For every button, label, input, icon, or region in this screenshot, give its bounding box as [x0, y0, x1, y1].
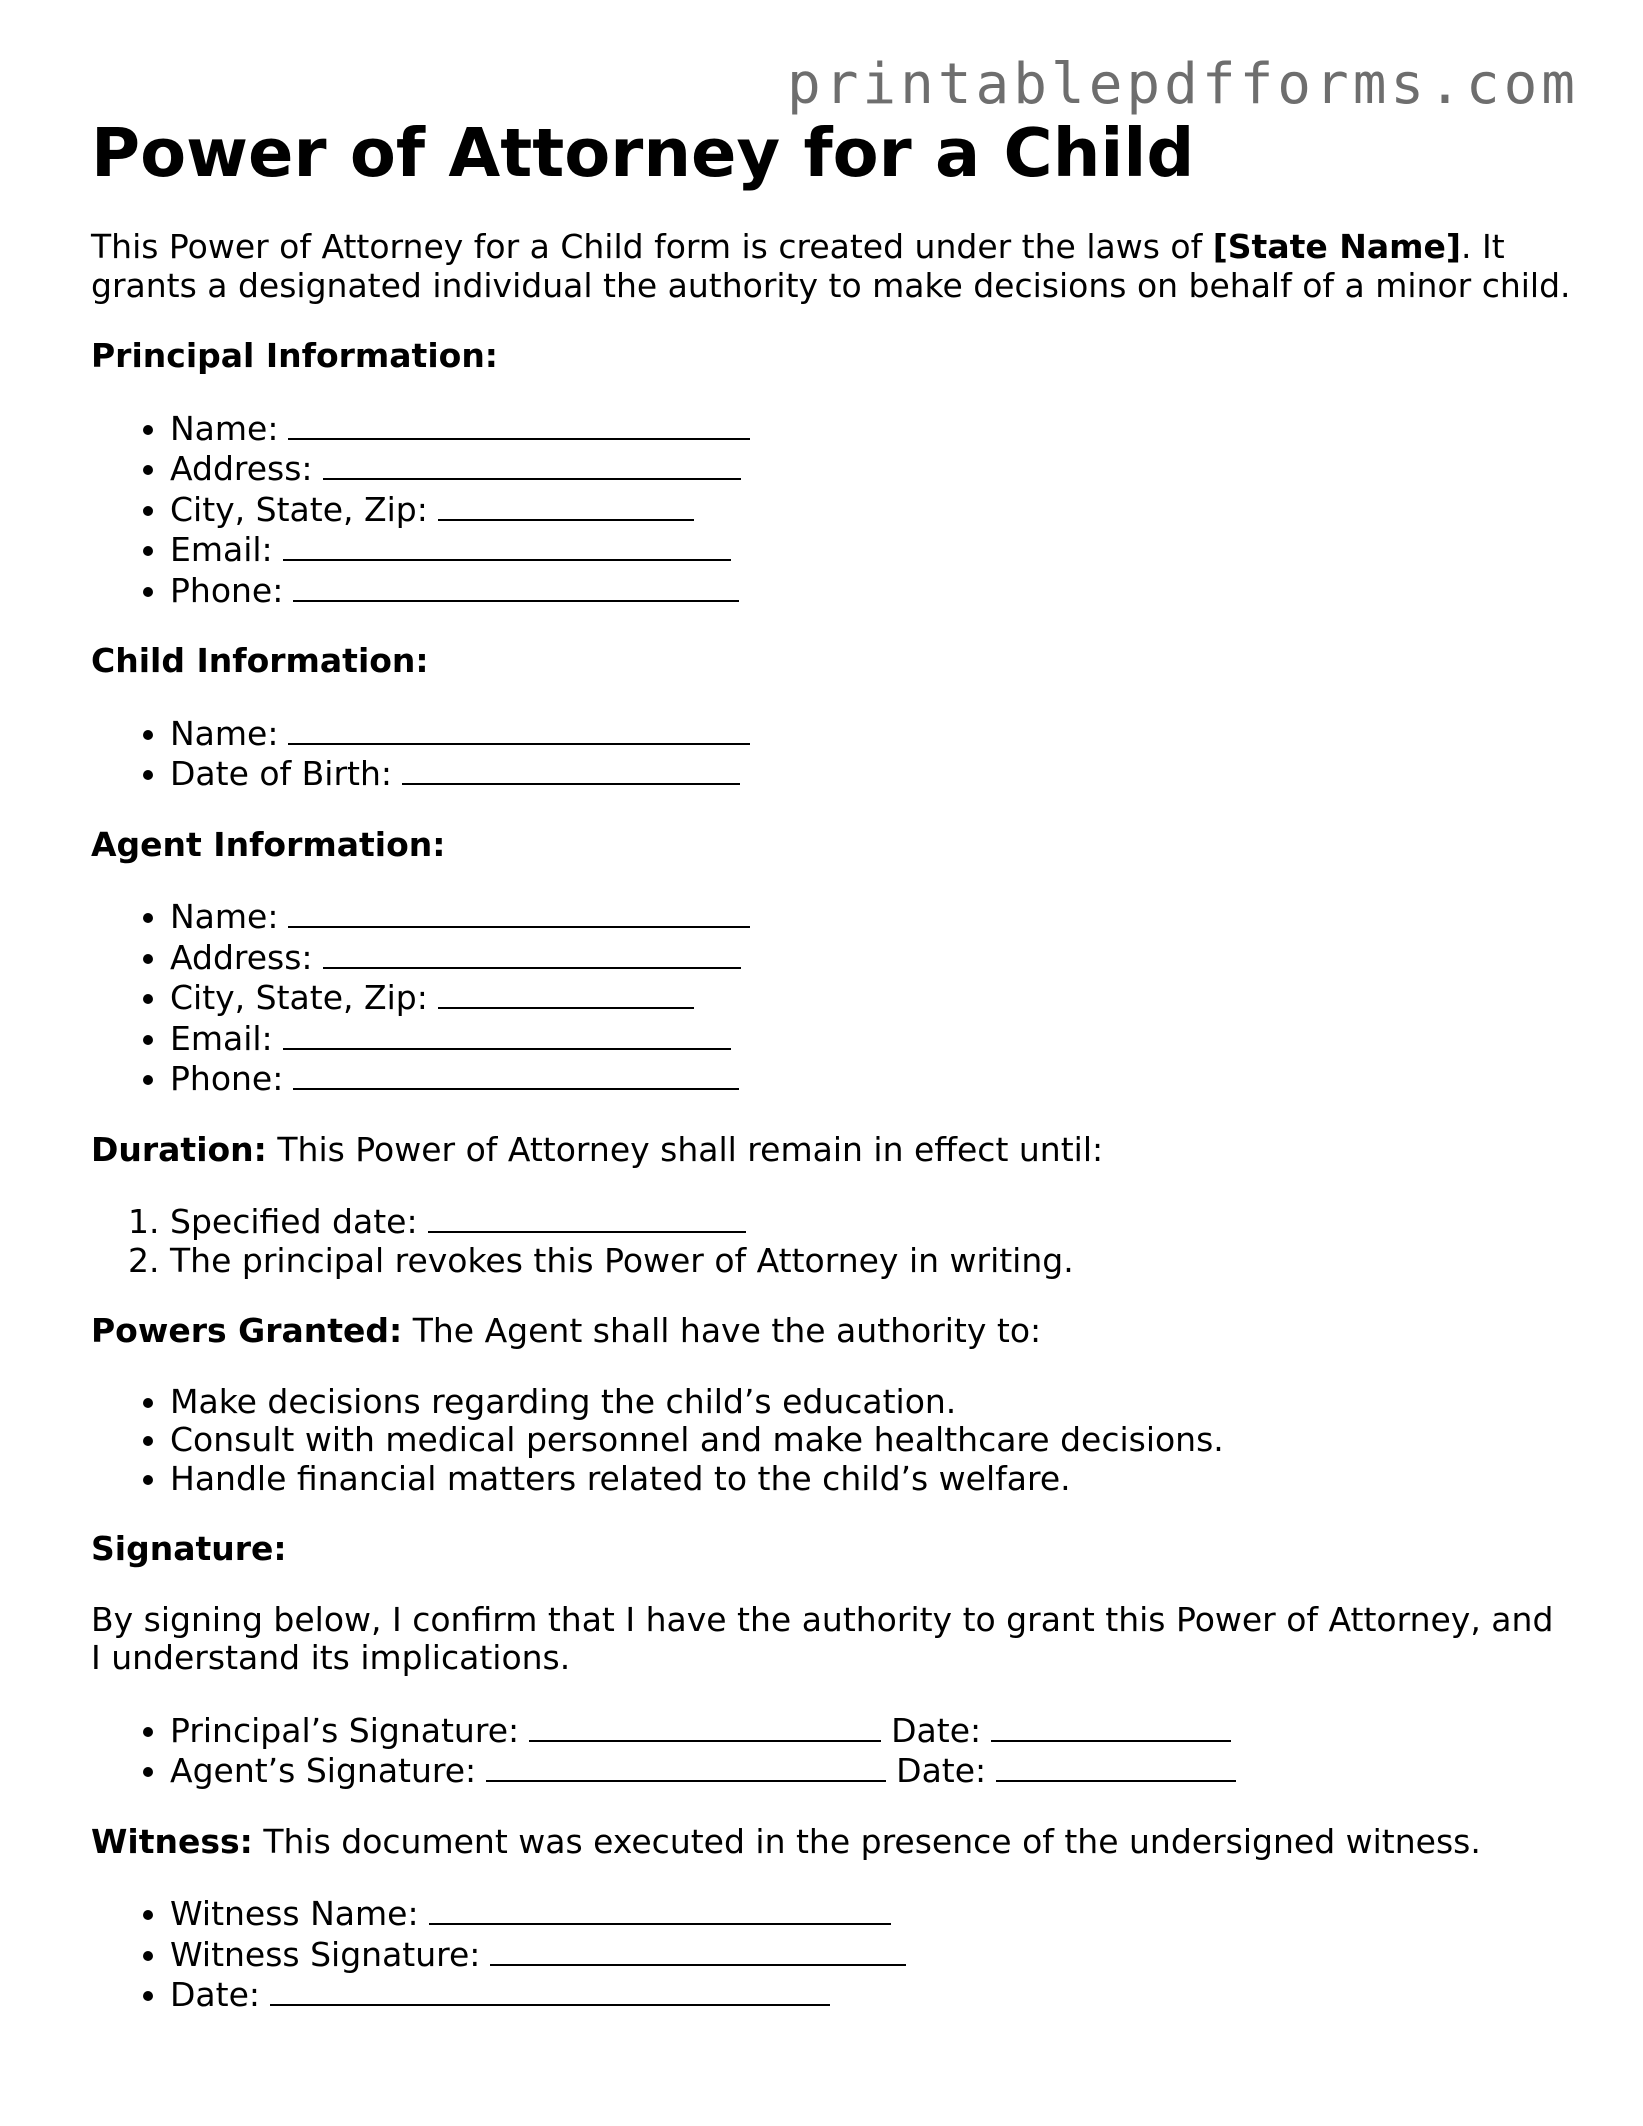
principal-city-label: City, State, Zip:: [170, 489, 428, 529]
witness-signature-field[interactable]: [490, 1934, 906, 1966]
agent-address-item: [170, 937, 1571, 978]
duration-options: [91, 1201, 1571, 1280]
principal-phone-item: [170, 570, 1571, 611]
intro-text-after: . It grants a designated individual the authority to make decisions on behalf of a minor child.: [91, 227, 1571, 305]
principal-email-label: Email:: [170, 530, 273, 569]
principal-name-item: [170, 408, 1571, 449]
agent-email-item: [170, 1018, 1571, 1059]
child-dob-label: Date of Birth:: [170, 754, 393, 793]
intro-text-before: This Power of Attorney for a Child form is created under the laws of: [91, 227, 1213, 266]
agent-signature-label: Agent’s Signature:: [170, 1751, 477, 1790]
agent-phone-field[interactable]: [293, 1058, 739, 1090]
duration-option-revoke: 2. The principal revokes this Power of Attorney in writing.: [170, 1242, 1571, 1281]
duration-option-date: [170, 1201, 1571, 1242]
agent-name-item: [170, 896, 1571, 937]
agent-name-label: Name:: [170, 897, 279, 936]
principal-signature-field[interactable]: [529, 1710, 881, 1742]
principal-heading: Principal Information:: [91, 336, 499, 375]
witness-date-field[interactable]: [270, 1974, 830, 2006]
specified-date-field[interactable]: [428, 1201, 746, 1233]
principal-phone-field[interactable]: [293, 570, 739, 602]
child-name-item: [170, 713, 1571, 754]
principal-phone-label: Phone:: [170, 570, 284, 610]
agent-date-label: Date:: [896, 1751, 987, 1790]
principal-signature-item: [170, 1710, 1571, 1751]
principal-address-field[interactable]: [323, 448, 741, 480]
watermark: printablepdfforms.com: [786, 52, 1579, 117]
principal-email-field[interactable]: [283, 529, 731, 561]
agent-city-item: [170, 977, 1571, 1018]
child-dob-field[interactable]: [402, 753, 740, 785]
intro-paragraph: [91, 228, 1571, 305]
signature-heading: Signature:: [91, 1529, 287, 1568]
state-name-placeholder: [State Name]: [1212, 227, 1461, 266]
principal-email-item: [170, 529, 1571, 570]
agent-address-field[interactable]: [323, 937, 741, 969]
duration-text: This Power of Attorney shall remain in effect until:: [266, 1129, 1104, 1169]
principal-city-item: [170, 489, 1571, 530]
agent-address-label: Address:: [170, 937, 313, 977]
principal-date-label: Date:: [891, 1710, 982, 1750]
witness-heading: Witness:: [91, 1821, 253, 1861]
powers-text: The Agent shall have the authority to:: [402, 1311, 1042, 1350]
agent-phone-label: Phone:: [170, 1059, 284, 1098]
agent-email-field[interactable]: [283, 1018, 731, 1050]
principal-name-field[interactable]: [288, 408, 750, 440]
witness-name-label: Witness Name:: [170, 1894, 419, 1933]
child-dob-item: [170, 753, 1571, 794]
principal-city-field[interactable]: [438, 489, 694, 521]
principal-fields: [91, 408, 1571, 611]
witness-name-field[interactable]: [429, 1893, 891, 1925]
witness-name-item: [170, 1893, 1571, 1934]
power-item-medical: • Consult with medical personnel and make healthcare decisions.: [170, 1421, 1571, 1460]
witness-paragraph: [91, 1823, 1571, 1862]
duration-paragraph: [91, 1131, 1571, 1170]
witness-fields: [91, 1893, 1571, 2015]
agent-date-field[interactable]: [996, 1750, 1236, 1782]
powers-paragraph: [91, 1312, 1571, 1351]
agent-heading: Agent Information:: [91, 824, 446, 864]
specified-date-label: Specified date:: [170, 1202, 418, 1241]
child-fields: [91, 713, 1571, 794]
duration-heading: Duration:: [91, 1129, 267, 1169]
witness-date-label: Date:: [170, 1975, 260, 2014]
child-name-label: Name:: [170, 713, 279, 753]
signature-fields: [91, 1710, 1571, 1791]
agent-city-label: City, State, Zip:: [170, 978, 428, 1017]
powers-heading: Powers Granted:: [91, 1311, 403, 1350]
witness-signature-label: Witness Signature:: [170, 1934, 481, 1974]
agent-fields: [91, 896, 1571, 1099]
agent-email-label: Email:: [170, 1018, 273, 1058]
witness-signature-item: [170, 1934, 1571, 1975]
principal-address-item: [170, 448, 1571, 489]
principal-date-field[interactable]: [991, 1710, 1231, 1742]
signature-text: By signing below, I confirm that I have the authority to grant this Power of Attorney, and I understand its implications.: [91, 1599, 1554, 1677]
document-page: [91, 108, 1571, 2015]
agent-name-field[interactable]: [288, 896, 750, 928]
agent-signature-item: [170, 1750, 1571, 1791]
powers-list: [91, 1383, 1571, 1499]
power-item-financial: • Handle financial matters related to the child’s welfare.: [170, 1460, 1571, 1499]
principal-signature-label: Principal’s Signature:: [170, 1710, 520, 1750]
agent-signature-field[interactable]: [486, 1750, 886, 1782]
child-name-field[interactable]: [288, 713, 750, 745]
agent-phone-item: [170, 1058, 1571, 1099]
power-item-education: • Make decisions regarding the child’s education.: [170, 1383, 1571, 1422]
witness-date-item: [170, 1974, 1571, 2015]
principal-name-label: Name:: [170, 408, 279, 448]
page-title: Power of Attorney for a Child: [91, 114, 1195, 192]
agent-city-field[interactable]: [438, 977, 694, 1009]
principal-address-label: Address:: [170, 449, 313, 488]
child-heading: Child Information:: [91, 641, 429, 680]
witness-text: This document was executed in the presence of the undersigned witness.: [252, 1821, 1481, 1861]
